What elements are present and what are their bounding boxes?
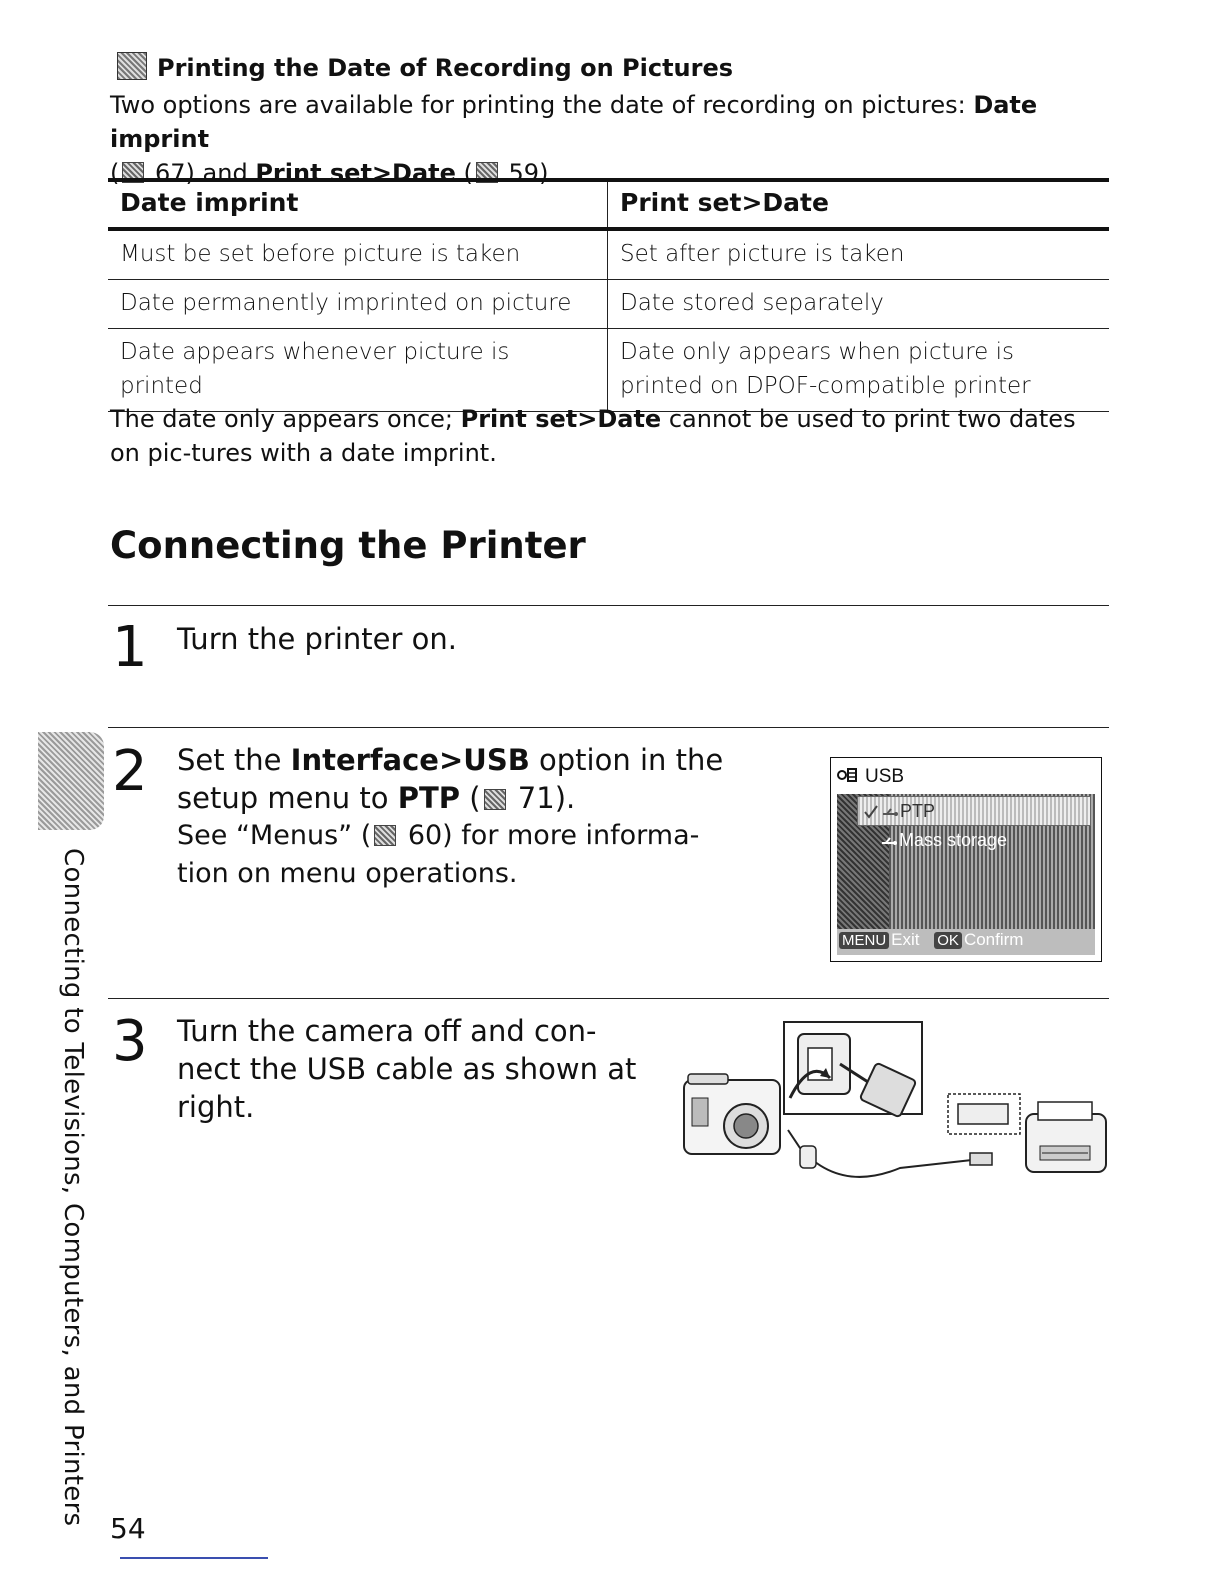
table-row: [108, 229, 1109, 280]
menu-key: MENU: [839, 932, 889, 949]
check-icon: [862, 801, 880, 829]
option-print-set-date: Print set>Date: [255, 159, 456, 187]
paren: (: [455, 159, 473, 187]
printer-icon: [1026, 1102, 1106, 1172]
page-number: 54: [110, 1512, 146, 1545]
usb-icon: [881, 831, 897, 859]
screen-footer: [837, 929, 1095, 955]
table-header-print-set-date: Print set>Date: [608, 180, 1110, 229]
table-cell: Date only appears when picture is printed on DPOF-compatible printer: [608, 329, 1110, 412]
page-ref-67: 67) and: [147, 159, 256, 187]
usb-connection-illustration: [680, 1018, 1112, 1193]
divider: [108, 727, 1109, 728]
option-interface-usb: Interface>USB: [290, 743, 530, 777]
page-ref-icon: [484, 789, 506, 810]
step-text: [177, 741, 737, 817]
footer-confirm-label: Confirm: [963, 930, 1024, 949]
date-options-table: [108, 178, 1109, 412]
option-print-set-date: Print set>Date: [460, 405, 662, 433]
note-title: [117, 52, 733, 82]
note-title-text: Printing the Date of Recording on Pictures: [157, 54, 734, 82]
menu-item-label: PTP: [900, 801, 936, 821]
paren: (: [460, 781, 481, 815]
usb-menu-screen: [830, 757, 1102, 962]
table-header-date-imprint: Date imprint: [108, 180, 608, 229]
step-number: 1: [112, 615, 148, 680]
table-header-row: [108, 180, 1109, 229]
step-text: Turn the camera off and con-nect the USB cable as shown at right.: [177, 1014, 637, 1124]
note-text: The date only appears once;: [110, 405, 461, 433]
after-table-note: [110, 402, 1110, 470]
option-date-imprint: Date imprint: [110, 91, 1038, 153]
note-text: cannot be used to print two dates on pic-tures with a date imprint.: [110, 405, 1076, 467]
camera-icon: [684, 1074, 780, 1154]
table-cell: Date permanently imprinted on picture: [108, 280, 608, 329]
table-cell: Set after picture is taken: [608, 229, 1110, 280]
step-text-part: Set the: [177, 743, 291, 777]
screen-title: USB: [865, 766, 905, 787]
page-ref-icon: [374, 825, 396, 846]
page-ref-59: 59).: [500, 159, 557, 187]
option-ptp: PTP: [397, 781, 461, 815]
step-number: 2: [112, 739, 148, 804]
setup-menu-icon: [837, 767, 859, 783]
note-intro: Two options are available for printing the date of recording on pictures:: [110, 91, 974, 119]
table-row: [108, 280, 1109, 329]
paren: (: [110, 159, 120, 187]
page-ref-71: 71).: [508, 781, 576, 815]
section-title: Connecting the Printer: [110, 524, 586, 567]
note-magnifier-icon: [117, 52, 147, 80]
menu-item-ptp: [857, 796, 1091, 826]
step-text-part: option in the setup menu to: [177, 743, 724, 815]
step-subtext: [177, 817, 717, 893]
table-cell: Date appears whenever picture is printed: [108, 329, 608, 412]
screen-header: [831, 758, 1101, 792]
table-cell: Date stored separately: [608, 280, 1110, 329]
footer-exit-label: Exit: [891, 930, 920, 949]
page-number-underline: [120, 1557, 268, 1559]
menu-item-mass-storage: [857, 826, 1091, 854]
divider: [108, 998, 1109, 999]
note-body: [110, 88, 1120, 190]
table-cell: Must be set before picture is taken: [108, 229, 608, 280]
chapter-side-label: Connecting to Televisions, Computers, and Printers: [58, 848, 88, 1527]
table-row: [108, 329, 1109, 412]
step-subtext-part: 60) for more informa-tion on menu operations.: [177, 820, 700, 889]
step-number: 3: [112, 1009, 148, 1074]
usb-port-detail: [784, 1022, 922, 1117]
step-text: Turn the printer on.: [177, 622, 457, 656]
chapter-tab: [38, 732, 104, 830]
divider: [108, 605, 1109, 606]
ok-key: OK: [934, 932, 962, 949]
screen-body: [837, 794, 1095, 955]
menu-item-label: Mass storage: [899, 830, 1008, 850]
step-subtext-part: See “Menus” (: [177, 820, 372, 851]
